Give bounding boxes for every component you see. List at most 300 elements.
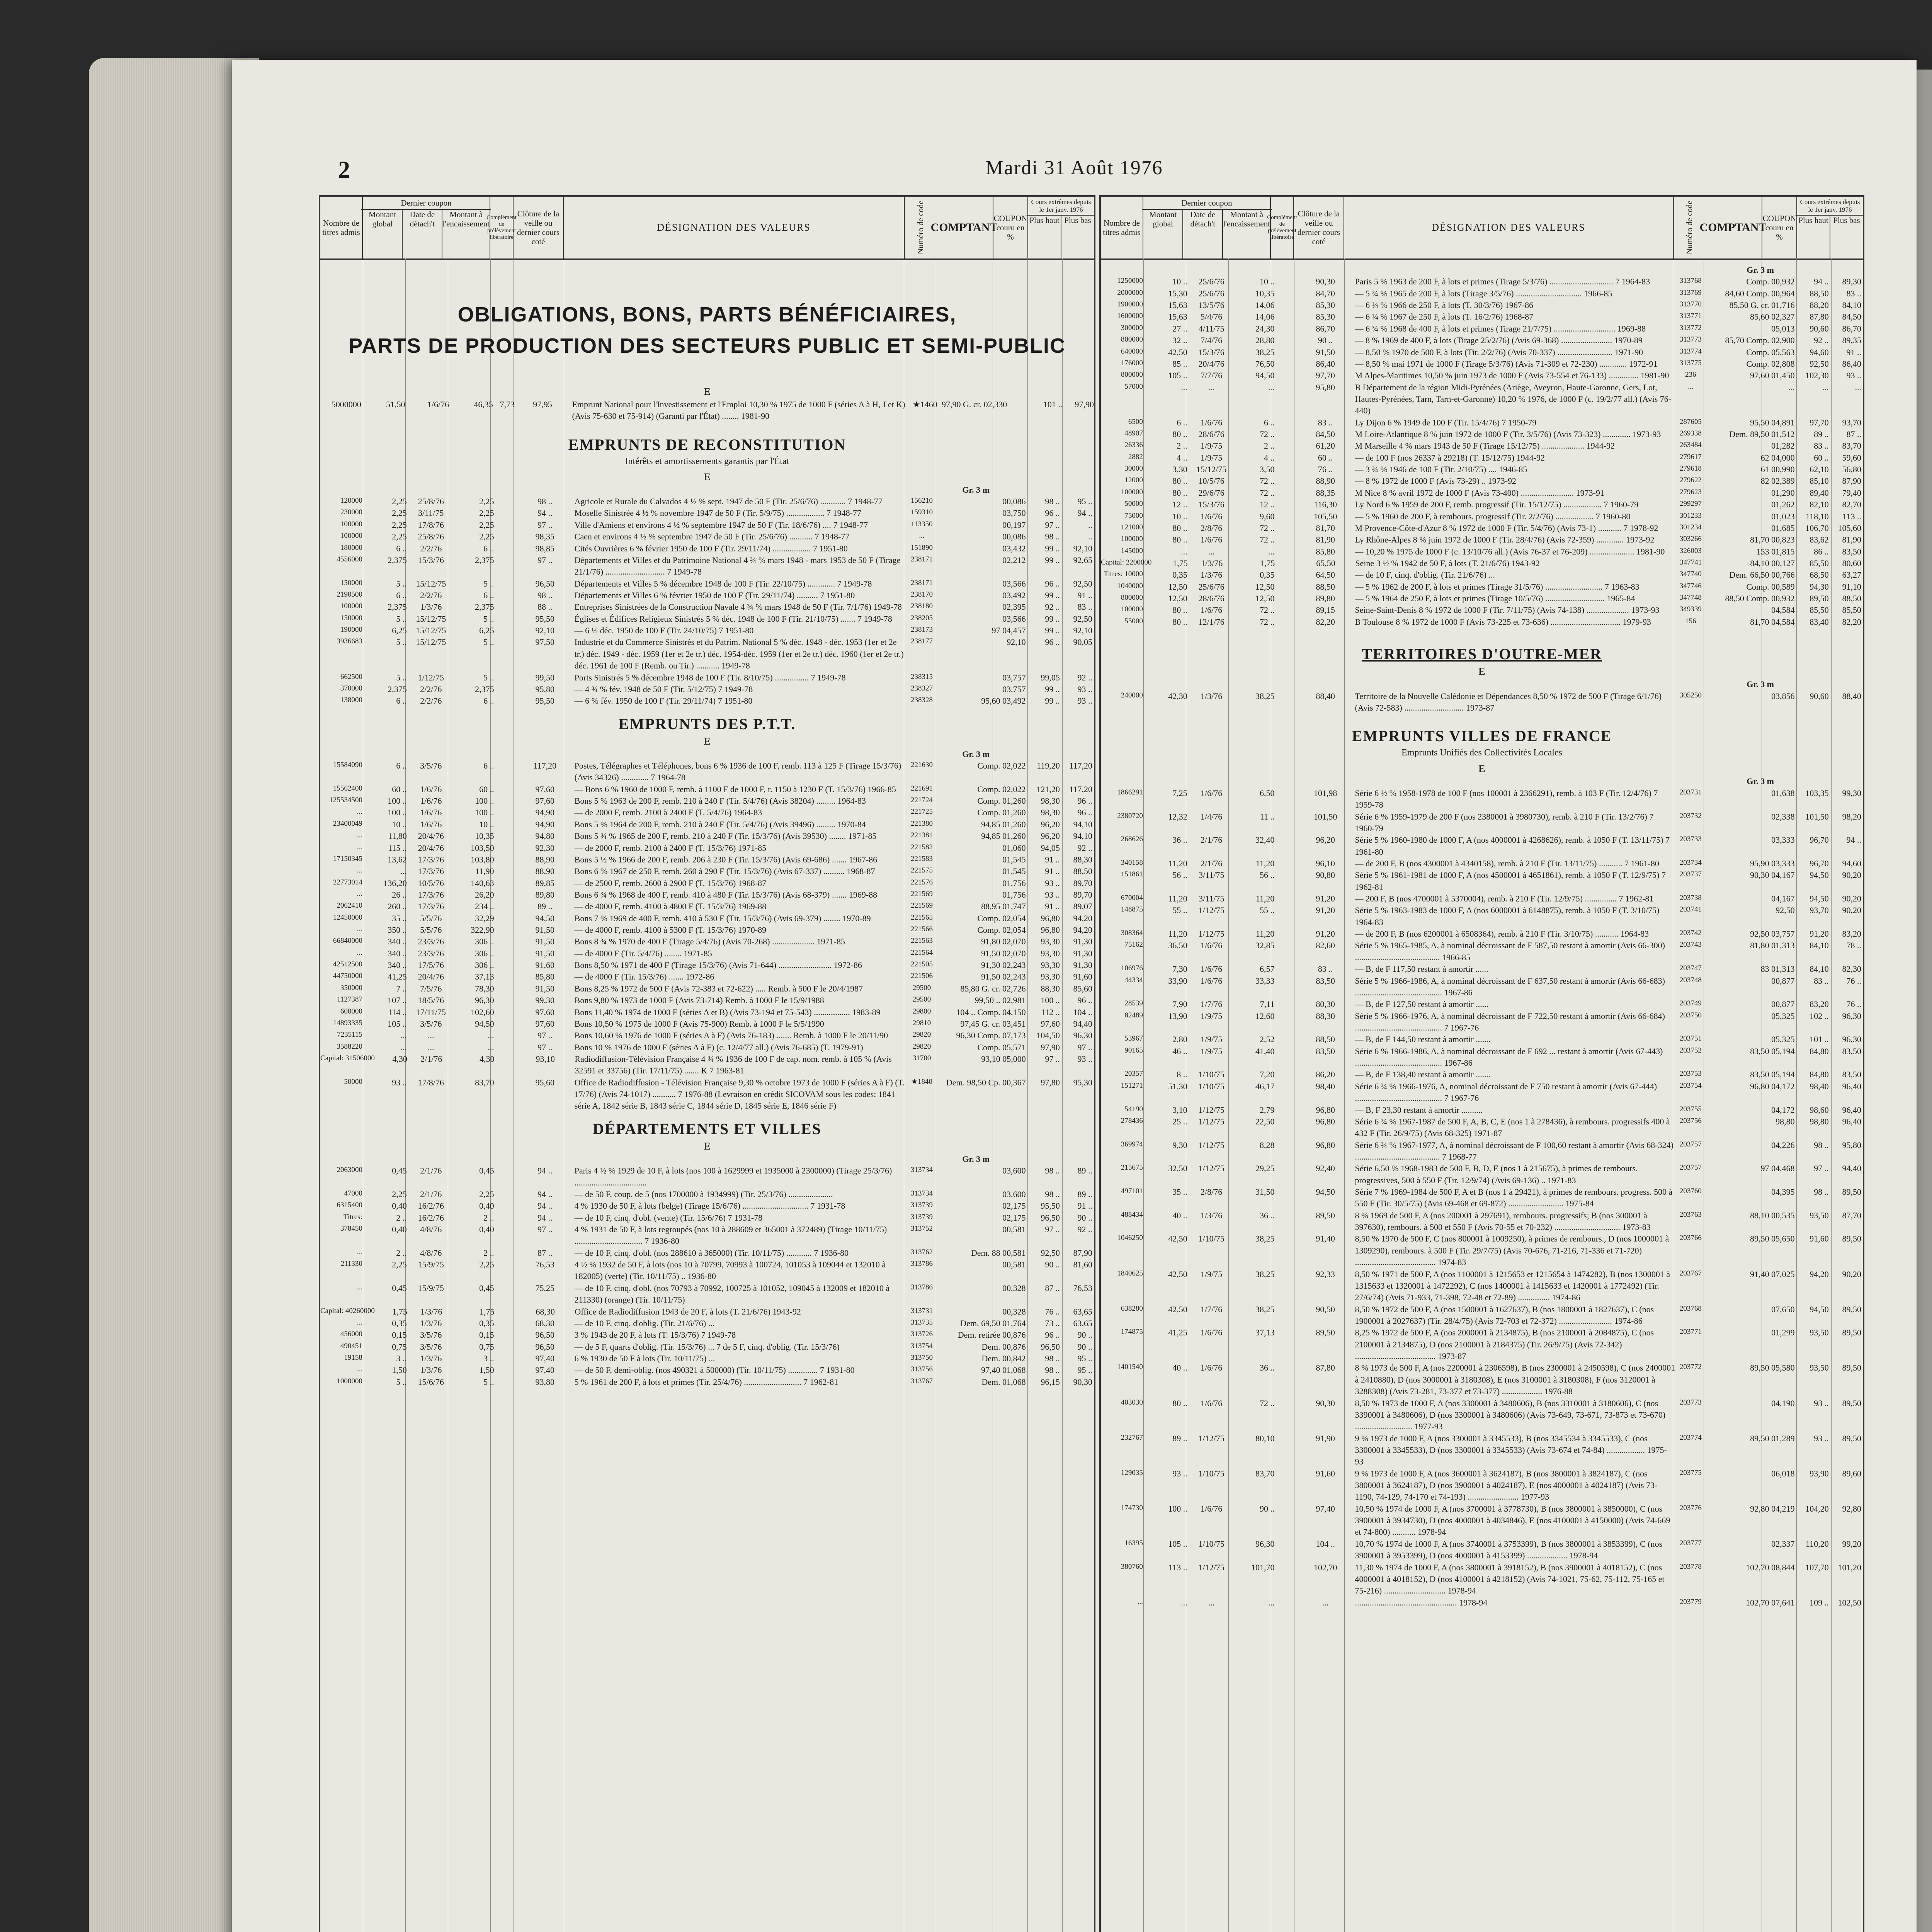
- cell-montant: 7 ..: [396, 983, 407, 993]
- cell-encaiss: 6,50: [1259, 788, 1275, 798]
- cell-date: 1/6/76: [1201, 1328, 1223, 1338]
- cell-cloture: 96,20: [1316, 835, 1335, 845]
- cell-encaiss: 6 ..: [483, 761, 494, 771]
- cell-encaiss: 0,45: [479, 1283, 494, 1293]
- table-row: [1101, 1304, 1863, 1327]
- cell-montant: 2,25: [392, 497, 407, 507]
- cell-date: 20/4/76: [418, 843, 444, 853]
- cell-price: 91,40 07,025: [1750, 1269, 1795, 1279]
- cell-designation: — 8,50 % mai 1971 de 1000 F (Tirage 5/3/76) (Avis 71-309 et 72-230) ............. 1972-91: [1355, 359, 1658, 369]
- table-row: [1101, 1186, 1863, 1210]
- cell-cloture: 87 ..: [537, 1248, 553, 1258]
- cell-montant: 3,30: [1172, 464, 1187, 474]
- cell-high: 85,50: [1810, 558, 1829, 568]
- cell-nombre: 44334: [1124, 976, 1143, 984]
- cell-code: 313750: [910, 1353, 933, 1362]
- cell-low: 89,50: [1842, 1234, 1861, 1244]
- cell-date: 12/1/76: [1198, 617, 1225, 627]
- cell-date: 2/2/76: [420, 684, 442, 694]
- table-row: [320, 613, 1094, 625]
- table-row: [320, 784, 1094, 795]
- cell-code: 203773: [1679, 1398, 1702, 1406]
- cell-low: 89,07: [1073, 901, 1093, 912]
- cell-montant: 1,75: [392, 1306, 407, 1316]
- table-row: [1101, 569, 1863, 581]
- cell-designation: Bons 10,50 % 1975 de 1000 F (Avis 75-900) Remb. à 1000 F le 5/5/1990: [574, 1019, 824, 1029]
- cell-montant: ...: [1181, 382, 1187, 392]
- cell-designation: 4 ½ % 1932 de 50 F, à lots (nos 10 à 70799, 70993 à 100724, 101053 à 109044 et 132010 à 182005) (verte) (Tir. 10/11/75) .. 1936-80: [574, 1260, 886, 1281]
- cell-encaiss: 83,70: [1255, 1468, 1275, 1478]
- cell-cloture: 68,30: [536, 1306, 555, 1316]
- section-title-ptt: EMPRUNTS DES P.T.T.: [618, 715, 796, 733]
- cell-price: 01,756: [1002, 889, 1026, 900]
- cell-code: 203779: [1679, 1597, 1702, 1606]
- section-letter-e: E: [1478, 666, 1485, 677]
- cell-encaiss: 31,50: [1255, 1187, 1275, 1197]
- cell-low: 83 ..: [1077, 602, 1093, 612]
- cell-high: 94,50: [1810, 1304, 1829, 1314]
- cell-code: 203748: [1679, 976, 1702, 984]
- cell-montant: 35 ..: [1172, 1187, 1187, 1197]
- left-quotation-table: [319, 195, 1095, 1932]
- cell-date: 1/3/76: [420, 1365, 442, 1375]
- table-row: [320, 684, 1094, 695]
- cell-nombre: 138000: [340, 696, 362, 704]
- cell-designation: — de 10 F, cinq. d'oblig. (Tir. 21/6/76) ...: [1355, 570, 1495, 580]
- cell-montant: 6,25: [392, 626, 407, 636]
- table-row: [1101, 940, 1863, 963]
- cell-low: 89,50: [1842, 1363, 1861, 1373]
- cell-nombre: ...: [357, 866, 362, 875]
- cell-nombre: 380760: [1121, 1562, 1143, 1571]
- cell-price: 91,30 02,243: [981, 960, 1026, 970]
- cell-cloture: 90,50: [1316, 1304, 1335, 1314]
- cell-designation: M Nice 8 % avril 1972 de 1000 F (Avis 73-400) ......................... 1973-91: [1355, 488, 1604, 498]
- section-letter-e: E: [704, 735, 711, 747]
- cell-date: 10/5/76: [418, 878, 444, 888]
- cell-cloture: 94 ..: [537, 1166, 553, 1176]
- table-row: [320, 959, 1094, 971]
- cell-encaiss: 103,50: [471, 843, 494, 853]
- cell-designation: — de 2500 F, remb. 2600 à 2900 F (T. 15/3/76) 1968-87: [574, 878, 767, 888]
- cell-price: 91,80 02,070: [981, 937, 1026, 947]
- cell-nombre: 1600000: [1117, 312, 1143, 320]
- villes-rows: [1101, 276, 1863, 628]
- cell-low: 92,65: [1073, 555, 1093, 565]
- cell-low: 96,40: [1842, 1105, 1861, 1115]
- cell-encaiss: 4 ..: [1264, 452, 1275, 463]
- cell-code: 313752: [910, 1225, 933, 1233]
- cell-low: 78 ..: [1846, 940, 1861, 951]
- table-row: [320, 695, 1094, 707]
- cell-high: 96,80: [1041, 925, 1060, 935]
- cell-low: 91,60: [1073, 972, 1093, 982]
- cell-cloture: 81,70: [1316, 523, 1335, 533]
- cell-date: 1/12/75: [1198, 1562, 1225, 1572]
- cell-montant: 0,45: [392, 1283, 407, 1293]
- cell-designation: Ly Nord 6 % 1959 de 200 F, remb. progressif (Tir. 15/12/75) .................. 7 1960-79: [1355, 500, 1639, 510]
- cell-encaiss: 5 ..: [483, 1377, 494, 1387]
- cell-code: 238180: [910, 602, 933, 611]
- cell-encaiss: 306 ..: [475, 937, 494, 947]
- cell-high: 102,30: [1805, 371, 1829, 381]
- cell-cloture: 68,30: [535, 1318, 555, 1328]
- cell-price: 07,650: [1771, 1304, 1795, 1314]
- cell-designation: — de 50 F, coup. de 5 (nos 1700000 à 1934999) (Tir. 25/3/76) .....................: [574, 1189, 833, 1199]
- cell-low: 94 ..: [1846, 835, 1861, 845]
- table-row: [1101, 1210, 1863, 1233]
- cell-code: 313754: [910, 1342, 933, 1350]
- cell-cloture: ...: [1322, 1597, 1329, 1607]
- cell-designation: M Marseille 4 % mars 1943 de 50 F (Tirage 15/12/75) .................... 1944-92: [1355, 441, 1615, 451]
- cell-encaiss: 3 ..: [483, 1353, 494, 1363]
- cell-nombre: 75000: [1124, 511, 1143, 520]
- cell-date: 2/1/76: [420, 1054, 442, 1064]
- table-row: [1101, 522, 1863, 534]
- cell-date: 17/5/76: [418, 960, 444, 970]
- cell-encaiss: 90 ..: [1259, 1503, 1275, 1514]
- cell-high: 93,50: [1810, 1363, 1829, 1373]
- cell-high: 104,20: [1805, 1503, 1829, 1514]
- cell-nombre: 17150345: [333, 854, 362, 863]
- cell-designation: Radiodiffusion-Télévision Française 4 ¾ % 1936 de 100 F de cap. nom. remb. à 105 % (Avis 32591 et 33756) (Tir. 17/11/75) ....... K 7 1963-81: [575, 1054, 892, 1076]
- table-row: [320, 924, 1094, 936]
- cell-cloture: 96,50: [535, 578, 555, 588]
- cell-nombre: 106976: [1121, 964, 1143, 973]
- cell-nombre: 12450000: [333, 913, 362, 922]
- cell-low: 76 ..: [1846, 999, 1861, 1009]
- cell-code: 221563: [910, 937, 933, 945]
- cell-high: 99 ..: [1045, 590, 1060, 600]
- cell-date: ...: [1208, 546, 1215, 556]
- cell-encaiss: ...: [488, 1031, 494, 1041]
- cell-high: 94,50: [1810, 894, 1829, 904]
- cell-encaiss: 2,79: [1259, 1105, 1275, 1115]
- table-row: [320, 995, 1094, 1006]
- cell-code: 221576: [910, 878, 933, 886]
- cell-high: 82,10: [1810, 500, 1829, 510]
- cell-high: 96,15: [1041, 1377, 1060, 1387]
- cell-nombre: 638280: [1121, 1304, 1143, 1313]
- cell-nombre: 150000: [340, 614, 362, 622]
- cell-low: 88,30: [1073, 854, 1093, 864]
- cell-nombre: 53967: [1124, 1034, 1143, 1043]
- cell-date: 23/3/76: [418, 937, 444, 947]
- cell-nombre: 48907: [1124, 429, 1143, 438]
- cell-date: 28/6/76: [1198, 594, 1225, 604]
- table-row: [320, 519, 1094, 531]
- cell-low: 92,10: [1073, 626, 1093, 636]
- col-dernier-coupon: [363, 197, 490, 259]
- col-dernier-coupon-label: Dernier coupon: [1142, 197, 1272, 210]
- cell-cloture: 88,50: [1316, 582, 1335, 592]
- cell-montant: 42,50: [1168, 1269, 1187, 1279]
- cell-price: 96,30 Comp. 07,173: [956, 1031, 1026, 1041]
- cell-code: 203776: [1679, 1503, 1702, 1512]
- cell-encaiss: 7,11: [1260, 999, 1275, 1009]
- cell-date: 23/3/76: [418, 948, 444, 958]
- cell-encaiss: 72 ..: [1259, 605, 1275, 615]
- cell-cloture: 91,50: [1316, 347, 1335, 357]
- cell-nombre: ...: [1137, 1597, 1143, 1606]
- cell-encaiss: 306 ..: [475, 948, 494, 958]
- cell-low: 90,20: [1842, 894, 1861, 904]
- cell-nombre: 403030: [1121, 1398, 1143, 1406]
- cell-price: 95,90 03,333: [1750, 858, 1795, 868]
- cell-cloture: 117,20: [533, 761, 557, 771]
- cell-low: 117,20: [1069, 784, 1093, 794]
- section-title-departements: DÉPARTEMENTS ET VILLES: [593, 1120, 821, 1138]
- cell-low: 92,50: [1073, 614, 1093, 624]
- unifies-rows: [1101, 787, 1863, 1609]
- cell-cloture: 89,50: [1316, 1210, 1335, 1220]
- table-row: [320, 983, 1094, 995]
- cell-designation: 8,50 % 1971 de 500 F, A (nos 1100001 à 1215653 et 1215654 à 1474282), B (nos 1300001 à 1315633 et 1320001 à 1472292), C (nos 1400001 à 1415633 et 1420001 à 1772492) (Tir. 27/6/74) (Avis 71-933, 71-398, 72-48 et 72-89) ............... 1974-86: [1355, 1269, 1670, 1303]
- cell-montant: 32 ..: [1172, 335, 1187, 345]
- table-row: [1101, 1269, 1863, 1304]
- cell-low: 89 ..: [1077, 1166, 1093, 1176]
- cell-code: 203757: [1679, 1140, 1702, 1148]
- cell-price: Dem. 98,50 Cp. 00,367: [946, 1077, 1026, 1087]
- cell-code: 238171: [910, 578, 933, 587]
- table-row: [320, 1042, 1094, 1053]
- cell-encaiss: 0,75: [479, 1342, 494, 1352]
- table-row: [1101, 1398, 1863, 1433]
- cell-price: 92,50: [1776, 905, 1795, 915]
- cell-low: 104 ..: [1073, 1007, 1093, 1017]
- cell-nombre: 150000: [340, 578, 362, 587]
- table-row: [1101, 452, 1863, 464]
- cell-montant: 2 ..: [1177, 441, 1187, 451]
- cell-nombre: 82489: [1124, 1011, 1143, 1019]
- cell-low: 96,40: [1842, 1081, 1861, 1091]
- cell-low: 88,50: [1842, 594, 1861, 604]
- cell-cloture: 89,80: [535, 889, 555, 900]
- cell-price: 03,333: [1771, 835, 1795, 845]
- cell-designation: Postes, Télégraphes et Téléphones, bons 6 % 1936 de 100 F, remb. 113 à 125 F (Tirage 15/3/76) (Avis 34326) ............. 7 1964-78: [574, 761, 901, 782]
- cell-nombre: 22773014: [333, 878, 362, 886]
- cell-cloture: 97 ..: [537, 520, 553, 530]
- cell-price: 01,756: [1002, 878, 1026, 888]
- cell-montant: 6 ..: [396, 543, 407, 553]
- cell-high: 98 ..: [1045, 1189, 1060, 1199]
- cell-date: 15/12/75: [416, 614, 446, 624]
- cell-code: 221582: [910, 843, 933, 851]
- cell-low: 83,50: [1842, 1070, 1861, 1080]
- table-row: [320, 1200, 1094, 1212]
- cell-high: 94,05: [1041, 843, 1060, 853]
- table-row: [320, 1364, 1094, 1376]
- departements-rows: [320, 1165, 1094, 1388]
- cell-price: Dem. 01,068: [981, 1377, 1026, 1387]
- cell-encaiss: 38,25: [1255, 1269, 1275, 1279]
- cell-montant: 6 ..: [396, 761, 407, 771]
- cell-low: 87,90: [1842, 476, 1861, 486]
- cell-designation: — de 4000 F (Tir. 15/3/76) ....... 1972-86: [574, 972, 714, 982]
- cell-nombre: 180000: [340, 543, 362, 552]
- cell-date: 7/4/76: [1201, 335, 1223, 345]
- cell-low: 94 ..: [1077, 508, 1093, 518]
- cell-montant: 0,40: [392, 1225, 407, 1235]
- cell-cloture: 85,80: [535, 972, 555, 982]
- cell-encaiss: 12,50: [1255, 594, 1275, 604]
- cell-designation: Bons 5 % 1964 de 200 F, remb. 210 à 240 F (Tir. 5/4/76) (Avis 39496) ......... 1970-84: [574, 819, 866, 829]
- group-label: Gr. 3 m: [1747, 679, 1774, 689]
- cell-montant: 36,50: [1168, 940, 1187, 951]
- table-row: [320, 1189, 1094, 1200]
- col-date-detach: Date de détach't: [403, 210, 442, 259]
- cell-designation: Ly Rhône-Alpes 8 % juin 1972 de 1000 F (Tir. 28/4/76) (Avis 72-359) ............. 1973-92: [1355, 535, 1655, 545]
- cell-encaiss: 72 ..: [1259, 1398, 1275, 1408]
- cell-designation: B Toulouse 8 % 1972 de 1000 F (Avis 73-225 et 73-636) ................................. 1979-93: [1355, 617, 1651, 627]
- cell-encaiss: 6 ..: [1264, 417, 1275, 427]
- cell-cloture: 85,30: [1316, 312, 1335, 322]
- cell-date: 3/11/75: [418, 508, 444, 518]
- group-label: Gr. 3 m: [1747, 265, 1774, 275]
- cell-high: 93 ..: [1045, 878, 1060, 888]
- cell-code: 31700: [912, 1054, 931, 1062]
- cell-code: 313773: [1679, 335, 1702, 344]
- cell-encaiss: 1,50: [479, 1365, 494, 1375]
- cell-designation: — de 4000 F (Tir. 5/4/76) ........ 1971-85: [574, 948, 712, 958]
- cell-high: 96,70: [1810, 858, 1829, 868]
- cell-cloture: 92,30: [535, 843, 555, 853]
- table-row: [320, 936, 1094, 947]
- cell-high: 83,20: [1810, 999, 1829, 1009]
- cell-montant: 6 ..: [396, 590, 407, 600]
- cell-designation: Série 6 ¾ % 1966-1976, A, nominal décroissant de F 750 restant à amortir (Avis 67-444) ......................................... 7 1967-76: [1355, 1081, 1657, 1103]
- cell-designation: — 6 ½ déc. 1950 de 100 F (Tir. 24/10/75) 7 1951-80: [574, 626, 754, 636]
- cell-encaiss: 101,70: [1251, 1562, 1275, 1572]
- cell-low: 93 ..: [1846, 371, 1861, 381]
- cell-designation: — de 10 F, cinq. d'obl. (vente) (Tir. 15/6/76) 7 1931-78: [574, 1213, 763, 1223]
- cell-high: 87 ..: [1045, 1283, 1060, 1293]
- cell-montant: 15,63: [1168, 300, 1187, 310]
- cell-date: 15/9/75: [418, 1260, 444, 1270]
- table-row: [320, 889, 1094, 901]
- cell-low: 98,20: [1842, 811, 1861, 821]
- cell-encaiss: 72 ..: [1259, 523, 1275, 533]
- cell-low: 63,65: [1073, 1306, 1092, 1316]
- cell-cloture: 94 ..: [537, 1189, 553, 1199]
- cell-nombre: 148875: [1121, 905, 1143, 914]
- table-row: [1101, 311, 1863, 323]
- cell-encaiss: 4,30: [479, 1054, 495, 1064]
- cell-cloture: 88,40: [1316, 691, 1335, 701]
- cell-montant: 5 ..: [396, 672, 407, 682]
- cell-montant: 11,20: [1168, 858, 1187, 868]
- section-note-reconstitution: Intérêts et amortissements garantis par l'État: [625, 456, 789, 466]
- cell-designation: Série 6 ¾ % 1967-1987 de 500 F, A, B, C, E (nos 1 à 278436), à rembours. progressifs 400 à 432 F (Tir. 26/9/75) (Avis 68-325) 1971-87: [1355, 1116, 1670, 1138]
- cell-cloture: 85,30: [1316, 300, 1335, 310]
- cell-price: Comp. 00,589: [1746, 582, 1795, 592]
- cell-low: 85,60: [1073, 983, 1093, 993]
- cell-code: 29500: [912, 995, 931, 1004]
- table-row: [1101, 998, 1863, 1010]
- cell-price: 06,018: [1771, 1468, 1795, 1478]
- cell-date: 5/5/76: [420, 925, 442, 935]
- cell-montant: 0,35: [1172, 570, 1187, 580]
- cell-montant: 60 ..: [392, 784, 407, 794]
- cell-high: 89 ..: [1814, 429, 1829, 439]
- cell-cloture: 95,80: [535, 684, 555, 694]
- cell-low: 80,60: [1842, 558, 1861, 568]
- cell-designation: — 8 % 1969 de 400 F, à lots (Tirage 25/2/76) (Avis 69-368) ........................ 1970-89: [1355, 335, 1643, 345]
- cell-high: 97,90: [1041, 1042, 1060, 1052]
- cell-low: 89,50: [1842, 1328, 1861, 1338]
- cell-date: 20/4/76: [418, 972, 444, 982]
- cell-price: 96,80 04,172: [1750, 1081, 1795, 1091]
- cell-date: 1/12/75: [1198, 1163, 1225, 1173]
- cell-date: 1/6/76: [1201, 605, 1223, 615]
- cell-montant: 3,10: [1172, 1105, 1187, 1115]
- cell-montant: ...: [400, 1031, 407, 1041]
- table-row: [320, 948, 1094, 959]
- cell-code: 203733: [1679, 835, 1702, 844]
- cell-montant: 80 ..: [1172, 535, 1187, 545]
- cell-encaiss: 37,13: [475, 972, 494, 982]
- cell-low: 83,70: [1842, 441, 1861, 451]
- cell-date: 1/9/75: [1201, 1269, 1223, 1279]
- cell-price: 92,80 04,219: [1750, 1503, 1795, 1514]
- cell-cloture: 98,35: [535, 532, 555, 542]
- cell-date: 15/6/76: [418, 1377, 444, 1387]
- cell-cloture: 96,80: [1316, 1105, 1335, 1115]
- cell-montant: 350 ..: [388, 925, 407, 935]
- cell-montant: 100 ..: [388, 808, 407, 818]
- cell-nombre: ...: [357, 831, 362, 840]
- cell-date: 1/10/75: [1198, 1539, 1225, 1549]
- cell-code: 203766: [1679, 1234, 1702, 1242]
- cell-high: 89,50: [1810, 594, 1829, 604]
- cell-low: 83,50: [1842, 1046, 1861, 1056]
- cell-cloture: 91,20: [1316, 905, 1335, 915]
- cell-price: 83 01,313: [1760, 964, 1795, 974]
- cell-low: ..: [1088, 532, 1093, 542]
- cell-code: 203774: [1679, 1433, 1702, 1442]
- table-row: [1101, 299, 1863, 311]
- col-dernier-coupon: [1143, 197, 1271, 259]
- cell-nombre: 28539: [1124, 999, 1143, 1008]
- cell-cloture: 95,60: [535, 1077, 555, 1087]
- cell-nombre: 662500: [340, 672, 362, 681]
- cell-cloture: 97,40: [535, 1353, 555, 1363]
- cell-cloture: 96,10: [1316, 858, 1335, 868]
- cell-cloture: 116,30: [1314, 500, 1337, 510]
- cell-high: 97 ..: [1045, 520, 1060, 530]
- cell-date: 16/2/76: [418, 1213, 444, 1223]
- cell-price: 03,600: [1002, 1189, 1026, 1199]
- cell-montant: ...: [400, 1042, 407, 1052]
- cell-low: 113 ..: [1842, 511, 1861, 521]
- cell-encaiss: 38,25: [1255, 347, 1275, 357]
- col-cours-extremes-label: Cours extrêmes depuis le 1er janv. 1976: [1796, 197, 1864, 216]
- table-row: [1101, 1233, 1863, 1268]
- cell-low: 81,60: [1073, 1260, 1093, 1270]
- cell-cloture: 88,90: [535, 866, 555, 876]
- cell-high: 98 ..: [1045, 1353, 1060, 1363]
- cell-low: 92,10: [1073, 543, 1093, 553]
- cell-cloture: 82,20: [1316, 617, 1335, 627]
- cell-nombre: ...: [357, 808, 362, 816]
- cell-cloture: 91,20: [1316, 929, 1335, 939]
- col-cours-extremes: [1797, 197, 1863, 259]
- cell-encaiss: 29,25: [1255, 1163, 1275, 1173]
- cell-date: 2/8/76: [1201, 523, 1223, 533]
- cell-price: 90,30 04,167: [1750, 870, 1795, 880]
- cell-price: 102,70 07,641: [1746, 1597, 1795, 1607]
- cell-high: 98,30: [1041, 796, 1060, 806]
